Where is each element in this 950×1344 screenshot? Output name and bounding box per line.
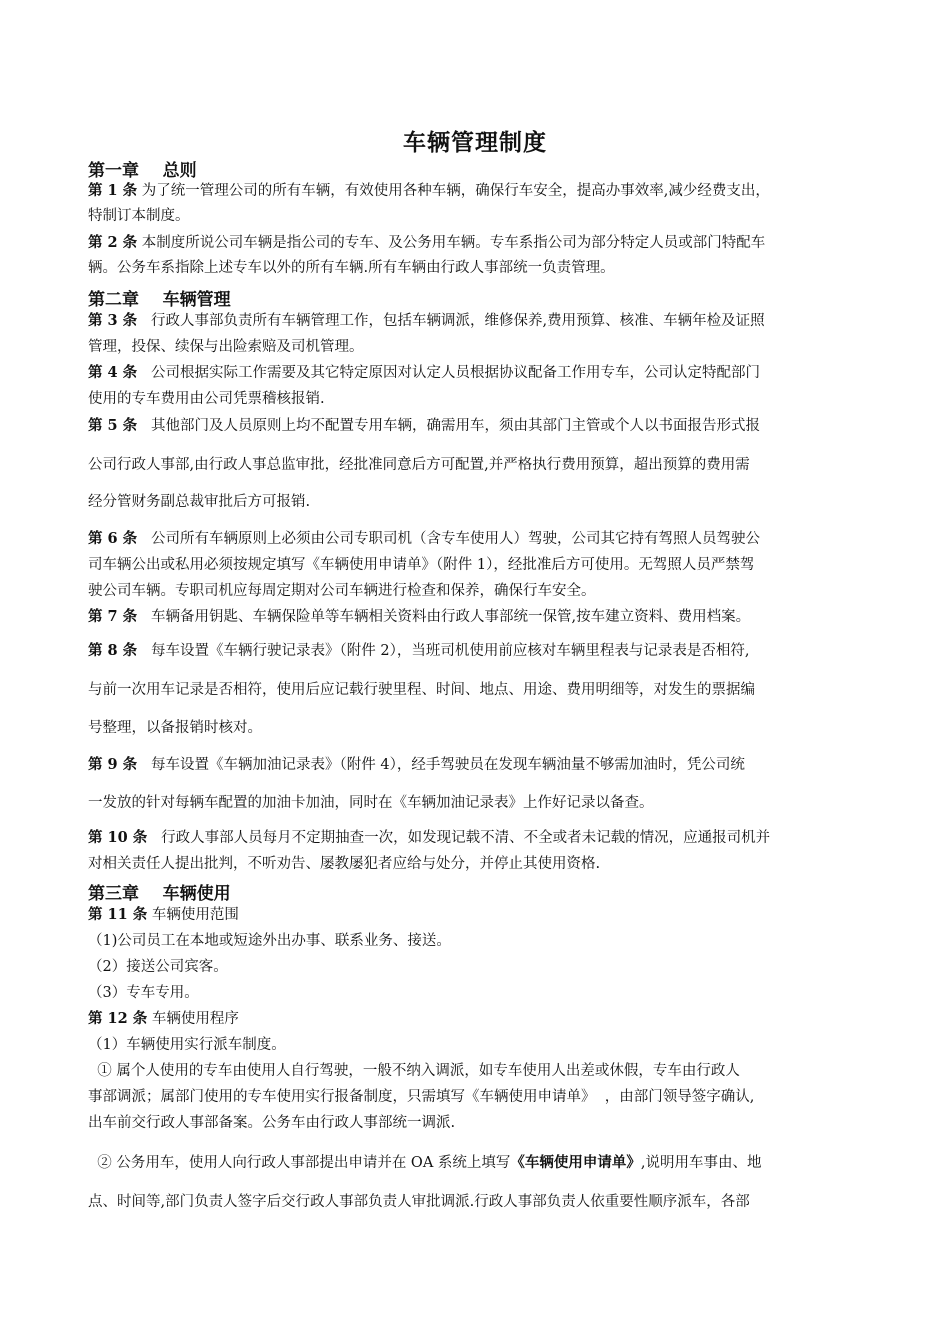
chapter-2-heading: 第二章 车辆管理 <box>88 290 231 310</box>
article-12-para-2-line-1 <box>88 1154 762 1172</box>
article-11-item-3: （3）专车专用。 <box>88 985 199 1001</box>
chapter-3-heading: 第三章 车辆使用 <box>88 884 231 904</box>
article-6-line-1 <box>88 530 760 548</box>
article-8-text: 每车设置《车辆行驶记录表》（附件 2），当班司机使用前应核对车辆里程表与记录表是否相符, <box>137 643 750 659</box>
article-6-line-3: 驶公司车辆。专职司机应每周定期对公司车辆进行检查和保养，确保行车安全。 <box>88 583 596 599</box>
article-5-line-3: 经分管财务副总裁审批后方可报销. <box>88 494 311 510</box>
article-3-text: 行政人事部负责所有车辆管理工作，包括车辆调派，维修保养,费用预算、核准、车辆年检及证照 <box>137 313 765 329</box>
article-4-number: 第 4 条 <box>88 364 138 381</box>
article-11-line-1 <box>88 906 239 924</box>
article-5-number: 第 5 条 <box>88 417 138 434</box>
article-1-line-2: 特制订本制度。 <box>88 208 190 224</box>
article-10-line-2: 对相关责任人提出批判，不听劝告、屡教屡犯者应给与处分，并停止其使用资格. <box>88 856 601 872</box>
article-12-item-1: （1）车辆使用实行派车制度。 <box>88 1037 286 1053</box>
article-1-line-1 <box>88 182 770 200</box>
article-1-number: 第 1 条 <box>88 182 138 199</box>
article-3-line-1 <box>88 312 765 330</box>
article-9-number: 第 9 条 <box>88 756 138 773</box>
article-6-text: 公司所有车辆原则上必须由公司专职司机（含专车使用人）驾驶，公司其它持有驾照人员驾驶公 <box>137 531 761 547</box>
article-11-text: 车辆使用范围 <box>147 907 239 923</box>
article-4-line-2: 使用的专车费用由公司凭票稽核报销. <box>88 391 325 407</box>
article-11-item-2: （2）接送公司宾客。 <box>88 959 228 975</box>
article-6-line-2: 司车辆公出或私用必须按规定填写《车辆使用申请单》（附件 1），经批准后方可使用。无驾照人员严禁驾 <box>88 557 755 573</box>
chapter-1-heading: 第一章 总则 <box>88 161 197 181</box>
article-10-number: 第 10 条 <box>88 829 148 846</box>
article-8-line-3: 号整理，以备报销时核对。 <box>88 720 262 736</box>
article-9-text: 每车设置《车辆加油记录表》（附件 4），经手驾驶员在发现车辆油量不够需加油时，凭公司统 <box>137 757 745 773</box>
article-12-para-1-line-1: ① 属个人使用的专车由使用人自行驾驶，一般不纳入调派，如专车使用人出差或休假，专车由行政人 <box>88 1063 740 1079</box>
article-4-text: 公司根据实际工作需要及其它特定原因对认定人员根据协议配备工作用专车，公司认定特配部门 <box>137 365 761 381</box>
article-12-line-1 <box>88 1010 239 1028</box>
article-12-para-1-line-3: 出车前交行政人事部备案。公务车由行政人事部统一调派. <box>88 1115 456 1131</box>
article-10-line-1 <box>88 829 770 847</box>
article-2-line-1 <box>88 234 765 252</box>
document-title: 车辆管理制度 <box>403 129 547 156</box>
article-8-line-1 <box>88 642 749 660</box>
article-12-number: 第 12 条 <box>88 1010 148 1027</box>
article-5-text: 其他部门及人员原则上均不配置专用车辆，确需用车，须由其部门主管或个人以书面报告形式报 <box>137 418 761 434</box>
article-2-text: 本制度所说公司车辆是指公司的专车、及公务用车辆。专车系指公司为部分特定人员或部门特配车 <box>137 235 766 251</box>
article-12-para-2-line-2: 点、时间等,部门负责人签字后交行政人事部负责人审批调派.行政人事部负责人依重要性顺序派车，各部 <box>88 1194 750 1210</box>
article-7-number: 第 7 条 <box>88 608 138 625</box>
article-4-line-1 <box>88 364 760 382</box>
article-5-line-1 <box>88 417 760 435</box>
vehicle-request-form-name: 《车辆使用申请单》 <box>510 1154 641 1171</box>
para-2-text-start: ② 公务用车，使用人向行政人事部提出申请并在 OA 系统上填写 <box>88 1155 511 1171</box>
article-7-text: 车辆备用钥匙、车辆保险单等车辆相关资料由行政人事部统一保管,按车建立资料、费用档案。 <box>137 609 751 625</box>
article-10-text: 行政人事部人员每月不定期抽查一次，如发现记载不清、不全或者未记载的情况，应通报司机并 <box>147 830 771 846</box>
article-5-line-2: 公司行政人事部,由行政人事总监审批，经批准同意后方可配置,并严格执行费用预算，超出预算的费用需 <box>88 457 750 473</box>
article-1-text: 为了统一管理公司的所有车辆，有效使用各种车辆，确保行车安全，提高办事效率,减少经费支出， <box>137 183 770 199</box>
article-11-item-1: （1)公司员工在本地或短途外出办事、联系业务、接送。 <box>88 933 451 949</box>
para-2-text-end: ,说明用车事由、地 <box>640 1155 762 1171</box>
article-3-number: 第 3 条 <box>88 312 138 329</box>
article-3-line-2: 管理，投保、续保与出险索赔及司机管理。 <box>88 339 364 355</box>
article-9-line-1 <box>88 756 745 774</box>
article-9-line-2: 一发放的针对每辆车配置的加油卡加油，同时在《车辆加油记录表》上作好记录以备查。 <box>88 795 654 811</box>
article-12-para-1-line-2: 事部调派；属部门使用的专车使用实行报备制度，只需填写《车辆使用申请单》 ，由部门领导签字确认, <box>88 1089 755 1105</box>
article-8-line-2: 与前一次用车记录是否相符，使用后应记载行驶里程、时间、地点、用途、费用明细等，对发生的票据编 <box>88 682 755 698</box>
article-11-number: 第 11 条 <box>88 906 148 923</box>
article-7-line-1 <box>88 608 750 626</box>
article-2-line-2: 辆。公务车系指除上述专车以外的所有车辆.所有车辆由行政人事部统一负责管理。 <box>88 260 615 276</box>
article-8-number: 第 8 条 <box>88 642 138 659</box>
article-6-number: 第 6 条 <box>88 530 138 547</box>
article-2-number: 第 2 条 <box>88 234 138 251</box>
article-12-text: 车辆使用程序 <box>147 1011 239 1027</box>
